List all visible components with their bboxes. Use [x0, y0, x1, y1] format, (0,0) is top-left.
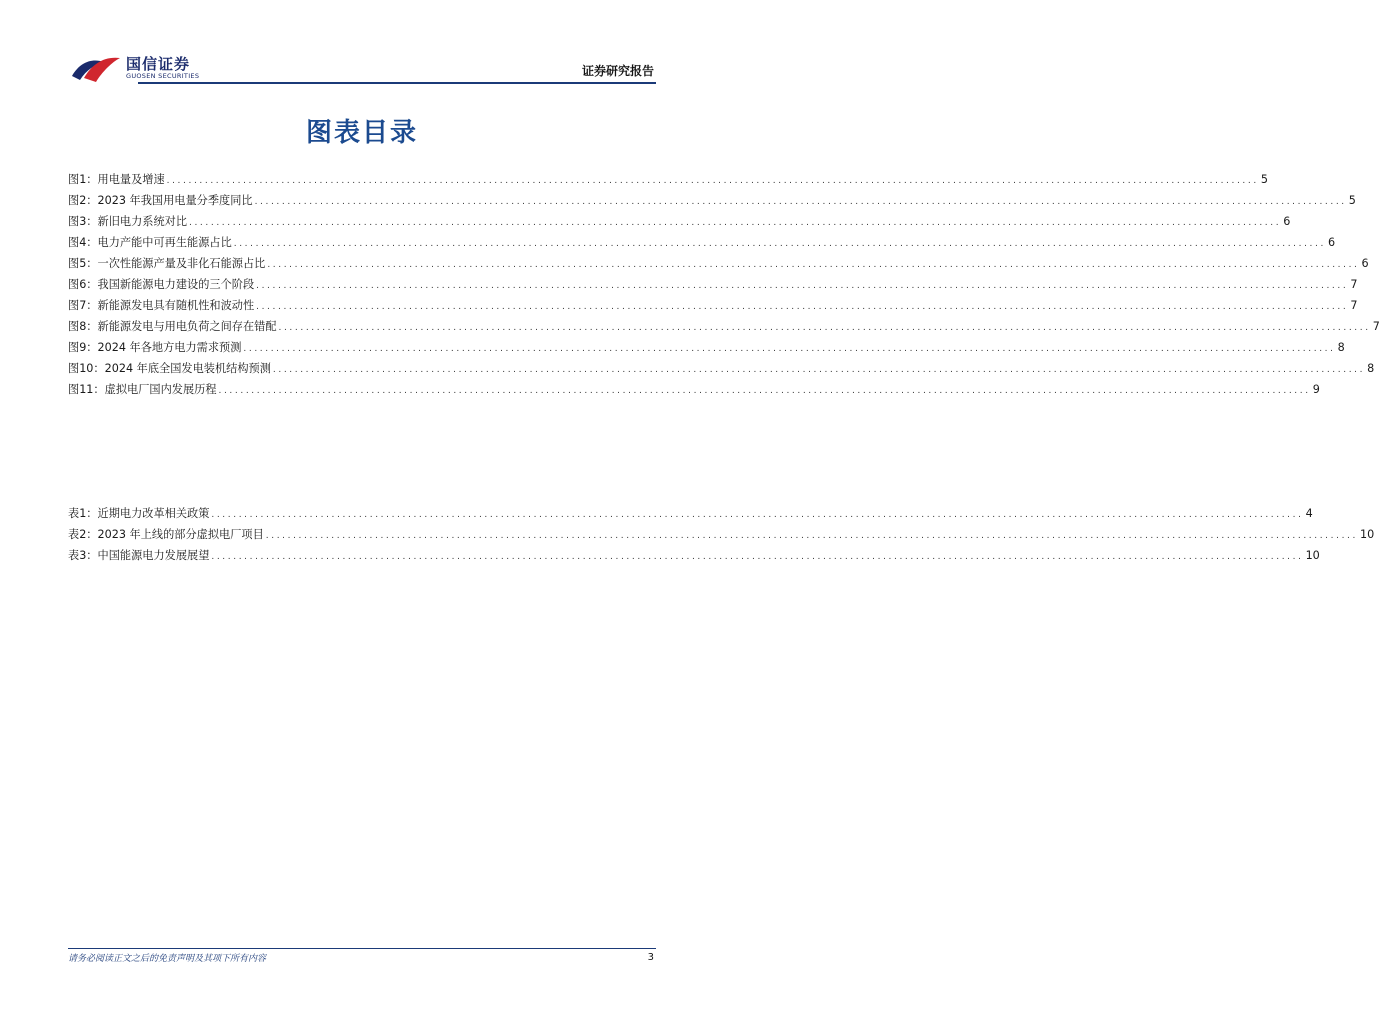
toc-entry-label: 表3：: [68, 549, 98, 562]
toc-figure-row[interactable]: [68, 190, 1356, 211]
toc-entry-page: 6: [1327, 236, 1336, 249]
guosen-logo-icon: [70, 52, 122, 84]
toc-entry-page: 5: [1260, 173, 1268, 186]
toc-entry-page: 6: [1283, 215, 1291, 228]
dot-leader: ........................................................................................................................................................................................................: [218, 386, 1311, 396]
dot-leader: ........................................................................................................................................................................................................: [256, 302, 1349, 312]
dot-leader: ........................................................................................................................................................................................................: [243, 344, 1336, 354]
toc-entry-label: 图9：: [68, 341, 98, 354]
toc-entry-title: 中国能源电力发展展望: [97, 549, 210, 562]
dot-leader: ........................................................................................................................................................................................................: [272, 365, 1366, 375]
disclaimer-text: 请务必阅读正文之后的免责声明及其项下所有内容: [68, 954, 267, 964]
toc-entry-title: 新能源发电具有随机性和波动性: [97, 299, 255, 312]
dot-leader: ........................................................................................................................................................................................................: [211, 552, 1304, 562]
toc-entry-page: 7: [1350, 299, 1358, 312]
logo-text-cn: 国信证券: [126, 55, 191, 73]
toc-entry-label: 图4：: [68, 236, 98, 249]
toc-entry-title: 近期电力改革相关政策: [97, 507, 210, 520]
toc-table-row[interactable]: [68, 503, 1313, 524]
toc-figure-row[interactable]: [68, 232, 1336, 253]
dot-leader: ........................................................................................................................................................................................................: [254, 197, 1347, 207]
toc-entry-page: 5: [1348, 194, 1356, 207]
report-type-label: 证券研究报告: [581, 64, 654, 78]
toc-entry-label: 表1：: [68, 507, 98, 520]
dot-leader: ........................................................................................................................................................................................................: [265, 531, 1358, 541]
dot-leader: ........................................................................................................................................................................................................: [267, 260, 1360, 270]
toc-entry-label: 表2：: [68, 528, 98, 541]
figure-list: [68, 169, 1380, 400]
toc-figure-row[interactable]: [68, 337, 1345, 358]
toc-entry-title: 2024 年底全国发电装机结构预测: [104, 362, 271, 375]
toc-figure-row[interactable]: [68, 358, 1375, 379]
header-divider: [138, 82, 656, 84]
dot-leader: ........................................................................................................................................................................................................: [189, 218, 1282, 228]
toc-entry-title: 2023 年我国用电量分季度同比: [97, 194, 253, 207]
toc-entry-title: 新能源发电与用电负荷之间存在错配: [97, 320, 277, 333]
toc-figure-row[interactable]: [68, 274, 1358, 295]
toc-entry-title: 我国新能源电力建设的三个阶段: [97, 278, 255, 291]
toc-entry-label: 图3：: [68, 215, 98, 228]
toc-entry-label: 图1：: [68, 173, 98, 186]
logo-text-en: GUOSEN SECURITIES: [126, 72, 200, 80]
toc-figure-row[interactable]: [68, 211, 1291, 232]
toc-entry-page: 10: [1359, 528, 1375, 541]
page-number: 3: [647, 952, 654, 963]
toc-entry-page: 7: [1350, 278, 1358, 291]
toc-entry-label: 图8：: [68, 320, 98, 333]
dot-leader: ........................................................................................................................................................................................................: [211, 510, 1304, 520]
toc-entry-title: 2023 年上线的部分虚拟电厂项目: [97, 528, 264, 541]
dot-leader: ........................................................................................................................................................................................................: [256, 281, 1349, 291]
toc-entry-label: 图7：: [68, 299, 98, 312]
table-list: [68, 503, 1375, 566]
toc-table-row[interactable]: [68, 545, 1320, 566]
toc-entry-page: 6: [1361, 257, 1369, 270]
toc-figure-row[interactable]: [68, 295, 1358, 316]
dot-leader: ........................................................................................................................................................................................................: [233, 239, 1326, 249]
page-title: 图表目录: [305, 118, 418, 148]
toc-entry-page: 8: [1337, 341, 1345, 354]
dot-leader: ........................................................................................................................................................................................................: [278, 323, 1371, 333]
toc-entry-page: 8: [1367, 362, 1375, 375]
dot-leader: ........................................................................................................................................................................................................: [166, 176, 1259, 186]
toc-entry-title: 电力产能中可再生能源占比: [97, 236, 232, 249]
toc-figure-row[interactable]: [68, 253, 1369, 274]
toc-entry-title: 用电量及增速: [97, 173, 165, 186]
toc-entry-title: 2024 年各地方电力需求预测: [97, 341, 242, 354]
toc-entry-label: 图10：: [68, 362, 105, 375]
footer-divider: [68, 948, 656, 949]
toc-entry-page: 7: [1372, 320, 1380, 333]
toc-entry-label: 图2：: [68, 194, 98, 207]
toc-entry-label: 图5：: [68, 257, 98, 270]
toc-entry-page: 10: [1305, 549, 1320, 562]
toc-entry-page: 4: [1305, 507, 1313, 520]
toc-figure-row[interactable]: [68, 169, 1268, 190]
toc-entry-title: 一次性能源产量及非化石能源占比: [97, 257, 266, 270]
page-header: [68, 50, 656, 84]
toc-figure-row[interactable]: [68, 379, 1320, 400]
toc-entry-title: 虚拟电厂国内发展历程: [104, 383, 217, 396]
toc-entry-label: 图11：: [68, 383, 105, 396]
toc-entry-label: 图6：: [68, 278, 98, 291]
toc-entry-page: 9: [1312, 383, 1320, 396]
toc-table-row[interactable]: [68, 524, 1375, 545]
toc-entry-title: 新旧电力系统对比: [97, 215, 188, 228]
toc-figure-row[interactable]: [68, 316, 1380, 337]
